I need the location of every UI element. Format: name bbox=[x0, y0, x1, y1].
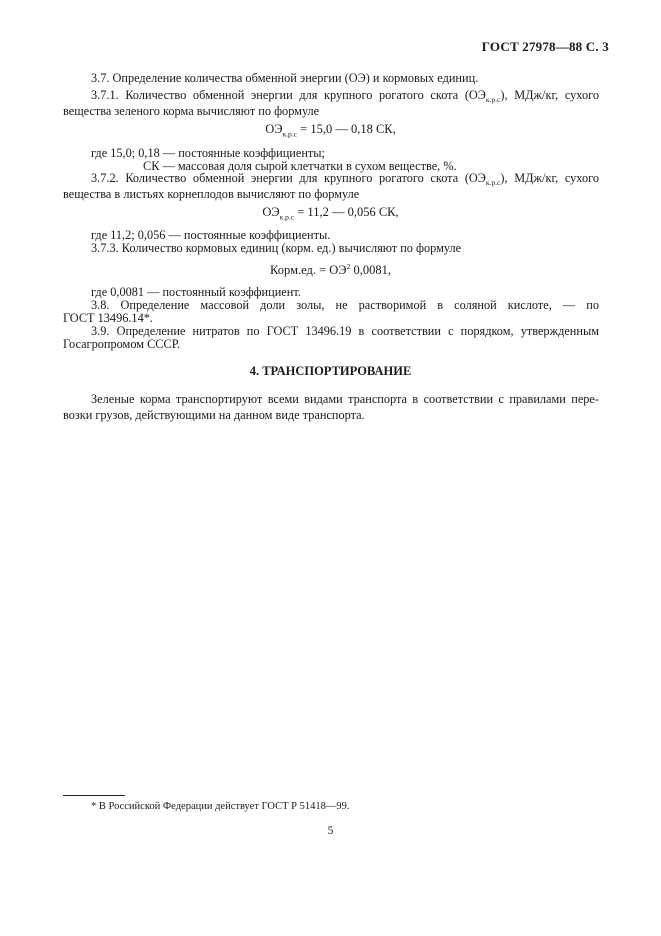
where-3: где 0,0081 — постоянный коэффициент. bbox=[91, 285, 301, 299]
section-3-7: 3.7. Определение количества обменной энергии (ОЭ) и кормовых единиц. bbox=[91, 71, 479, 85]
section-3-7-1-line1: 3.7.1. Количество обменной энергии для крупного рогатого скота $(ОЭ_{к.р.с})$, МДж/кг, сухого bbox=[91, 88, 599, 104]
section-4-paragraph-line1: Зеленые корма транспортируют всеми видами транспорта в соответствии с правилами пере- bbox=[91, 392, 599, 406]
formula-2: $ОЭ_{к.р.с} = 11,2$ — 0,056 СК, bbox=[262, 205, 399, 222]
section-3-9-line2: Госагропромом СССР. bbox=[63, 337, 181, 351]
where-2: где 11,2; 0,056 — постоянные коэффициенты. bbox=[91, 228, 331, 242]
section-3-7-1-line2: вещества зеленого корма вычисляют по формуле bbox=[63, 104, 320, 118]
formula-3: Корм.ед. = $ОЭ^2$ 0,0081, bbox=[270, 262, 391, 278]
where-1b: СК — массовая доля сырой клетчатки в сухом веществе, %. bbox=[143, 159, 457, 173]
section-4-heading: 4. ТРАНСПОРТИРОВАНИЕ bbox=[249, 364, 412, 378]
page-number: 5 bbox=[327, 825, 334, 837]
section-3-9-line1: 3.9. Определение нитратов по ГОСТ 13496.19 в соответствии с порядком, утвержденным bbox=[91, 324, 599, 338]
section-3-8-line1: 3.8. Определение массовой доли золы, не растворимой в соляной кислоте, — по bbox=[91, 298, 599, 312]
page-header: ГОСТ 27978—88 С. 3 bbox=[481, 39, 609, 54]
section-3-7-2-line1: 3.7.2. Количество обменной энергии для крупного рогатого скота $(ОЭ_{к.р.с})$, МДж/кг, сухого bbox=[91, 171, 599, 187]
footnote-divider bbox=[63, 795, 125, 796]
footnote: * В Российской Федерации действует ГОСТ Р 51418—99. bbox=[91, 801, 350, 812]
formula-1: $ОЭ_{к.р.с} = 15,0$ — 0,18 СК, bbox=[265, 122, 396, 139]
section-3-7-2-line2: вещества в листьях корнеплодов вычисляют по формуле bbox=[63, 187, 360, 201]
section-3-7-3: 3.7.3. Количество кормовых единиц (корм. ед.) вычисляют по формуле bbox=[91, 241, 462, 255]
section-4-paragraph-line2: возки грузов, действующими на данном виде транспорта. bbox=[63, 408, 365, 422]
section-3-8-line2: ГОСТ 13496.14*. bbox=[63, 311, 153, 325]
where-1: где 15,0; 0,18 — постоянные коэффициенты; bbox=[91, 146, 325, 160]
